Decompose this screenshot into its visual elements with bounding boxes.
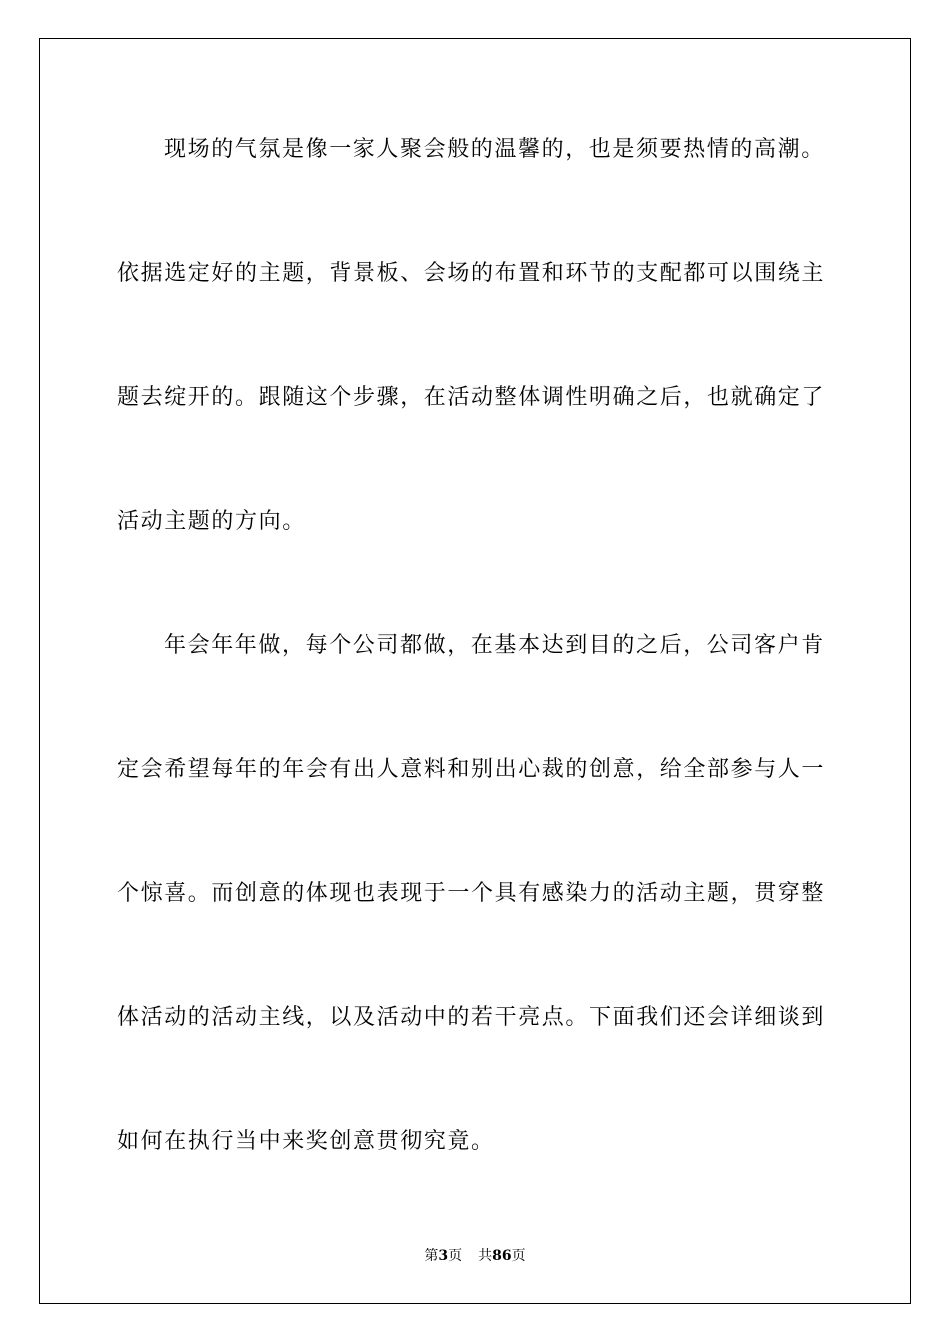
page-prefix: 第 — [424, 1248, 439, 1264]
text-line: 定会希望每年的年会有出人意料和别出心裁的创意，给全部参与人一 — [117, 757, 826, 782]
page-suffix: 页 — [448, 1248, 463, 1264]
total-suffix: 页 — [511, 1248, 526, 1264]
text-line: 活动主题的方向。 — [117, 509, 306, 534]
page-number: 3 — [438, 1248, 449, 1264]
page-border — [39, 38, 911, 1304]
text-line: 现场的气氛是像一家人聚会般的温馨的，也是须要热情的高潮。 — [164, 137, 825, 162]
page-footer — [0, 1247, 950, 1265]
text-line: 体活动的活动主线，以及活动中的若干亮点。下面我们还会详细谈到 — [117, 1005, 826, 1030]
text-line: 个惊喜。而创意的体现也表现于一个具有感染力的活动主题，贯穿整 — [117, 881, 826, 906]
total-pages: 86 — [492, 1248, 512, 1264]
total-prefix: 共 — [478, 1248, 493, 1264]
text-line: 题去绽开的。跟随这个步骤，在活动整体调性明确之后，也就确定了 — [117, 385, 826, 410]
text-line: 年会年年做，每个公司都做，在基本达到目的之后，公司客户肯 — [164, 633, 825, 658]
text-line: 如何在执行当中来奖创意贯彻究竟。 — [117, 1129, 495, 1154]
text-line: 依据选定好的主题，背景板、会场的布置和环节的支配都可以围绕主 — [117, 261, 826, 286]
